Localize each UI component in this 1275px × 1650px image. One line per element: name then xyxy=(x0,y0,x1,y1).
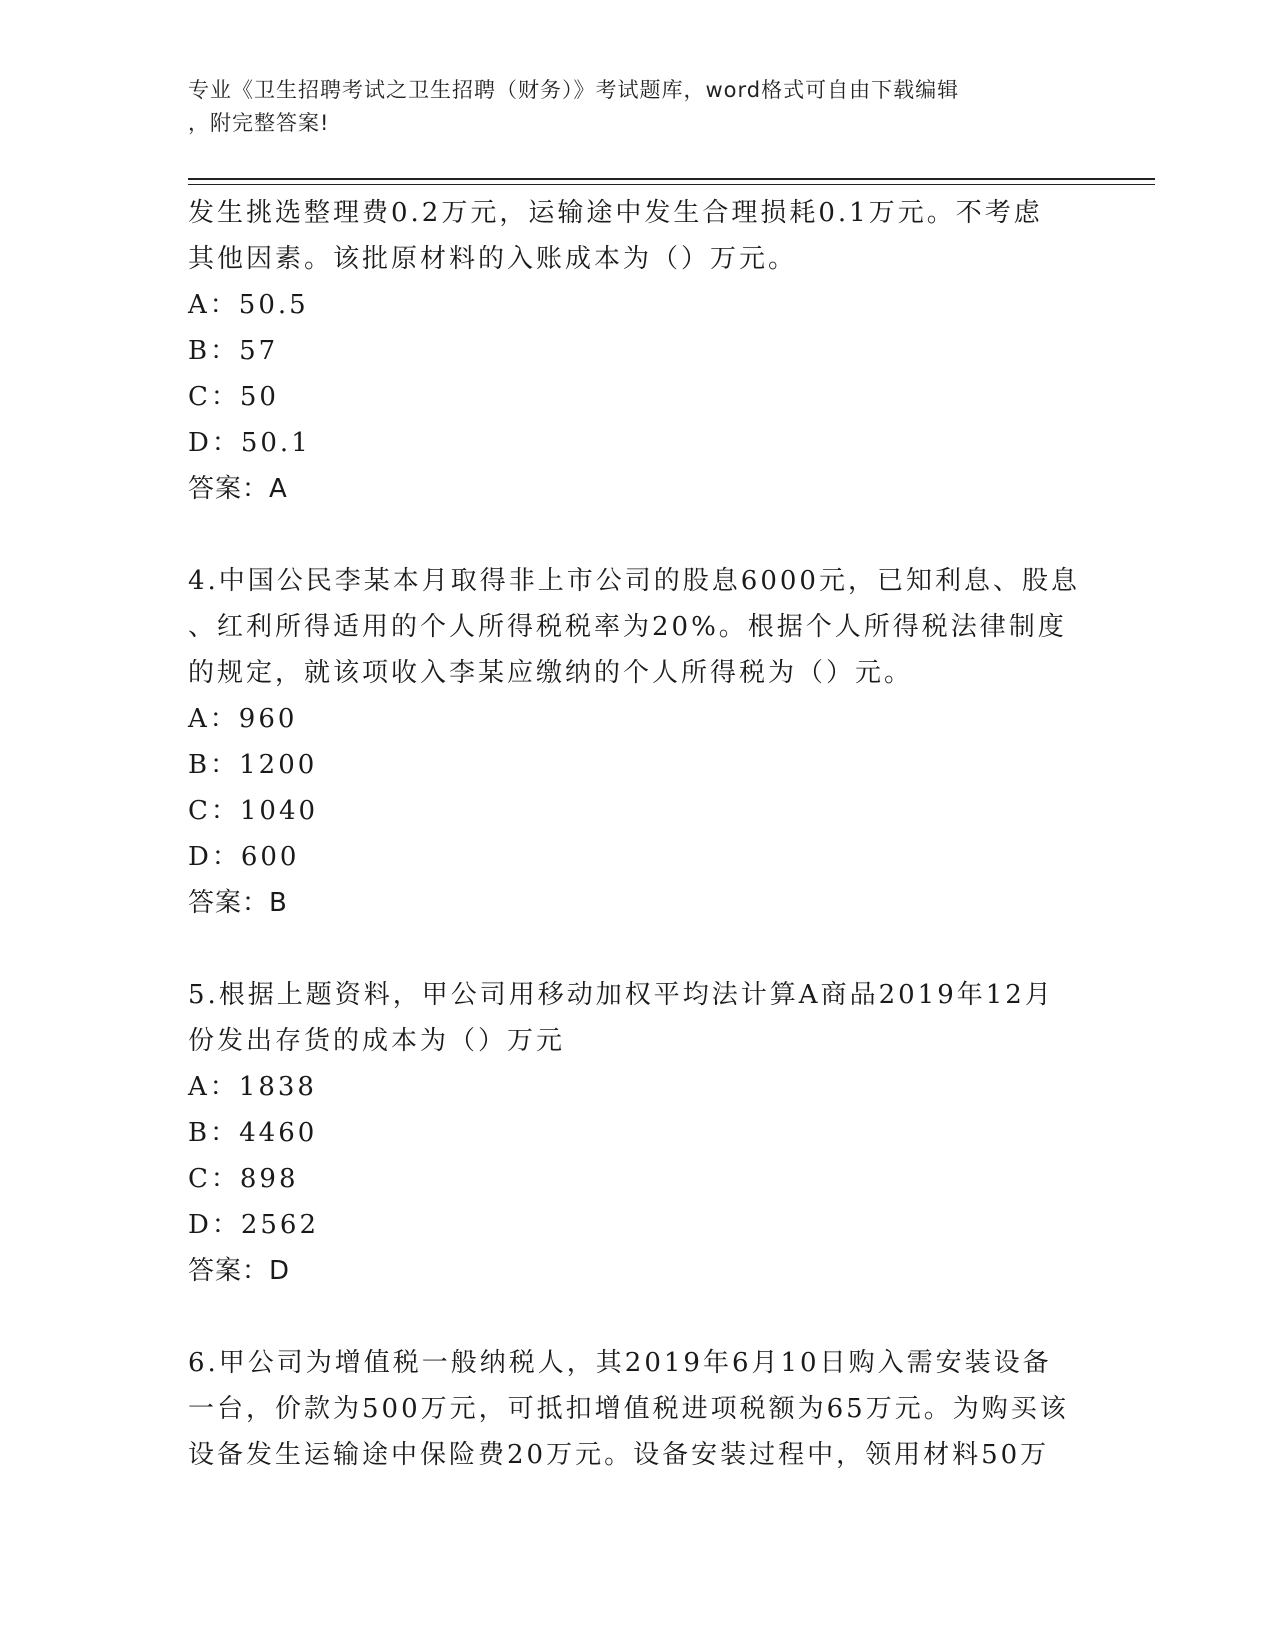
header-rule-thick xyxy=(188,178,1155,180)
option-a: A：50.5 xyxy=(188,290,309,320)
question-4 xyxy=(188,558,1088,926)
header-rule-thin xyxy=(188,184,1155,185)
answer-line: 答案：A xyxy=(188,474,288,504)
option-c: C：1040 xyxy=(188,796,319,826)
question-text-line: 设备发生运输途中保险费20万元。设备安装过程中，领用材料50万 xyxy=(188,1440,1050,1470)
question-text-line: 其他因素。该批原材料的入账成本为（）万元。 xyxy=(188,244,798,274)
answer-line: 答案：D xyxy=(188,1256,291,1286)
option-d: D：600 xyxy=(188,842,300,872)
question-text-line: 的规定，就该项收入李某应缴纳的个人所得税为（）元。 xyxy=(188,658,914,688)
header-line-1: 专业《卫生招聘考试之卫生招聘（财务）》考试题库，word格式可自由下载编辑 xyxy=(188,78,960,102)
option-b: B：4460 xyxy=(188,1118,318,1148)
question-text-line: 发生挑选整理费0.2万元，运输途中发生合理损耗0.1万元。不考虑 xyxy=(188,198,1043,228)
option-b: B：57 xyxy=(188,336,279,366)
document-header xyxy=(188,74,1068,140)
header-line-2: ，附完整答案! xyxy=(188,111,330,135)
spacer xyxy=(188,1294,1088,1340)
option-a: A：960 xyxy=(188,704,298,734)
option-c: C：50 xyxy=(188,382,279,412)
spacer xyxy=(188,926,1088,972)
option-a: A：1838 xyxy=(188,1072,317,1102)
question-6 xyxy=(188,1340,1088,1478)
option-b: B：1200 xyxy=(188,750,318,780)
question-text-line: 4.中国公民李某本月取得非上市公司的股息6000元，已知利息、股息 xyxy=(188,566,1080,596)
question-text-line: 一台，价款为500万元，可抵扣增值税进项税额为65万元。为购买该 xyxy=(188,1394,1069,1424)
answer-line: 答案：B xyxy=(188,888,288,918)
option-c: C：898 xyxy=(188,1164,299,1194)
document-body xyxy=(188,190,1088,1478)
option-d: D：50.1 xyxy=(188,428,311,458)
question-text-line: 份发出存货的成本为（）万元 xyxy=(188,1026,566,1056)
option-d: D：2562 xyxy=(188,1210,320,1240)
question-text-line: 6.甲公司为增值税一般纳税人，其2019年6月10日购入需安装设备 xyxy=(188,1348,1052,1378)
question-text-line: 5.根据上题资料，甲公司用移动加权平均法计算A商品2019年12月 xyxy=(188,980,1054,1010)
spacer xyxy=(188,512,1088,558)
question-3 xyxy=(188,190,1088,512)
question-text-line: 、红利所得适用的个人所得税税率为20%。根据个人所得税法律制度 xyxy=(188,612,1067,642)
question-5 xyxy=(188,972,1088,1294)
